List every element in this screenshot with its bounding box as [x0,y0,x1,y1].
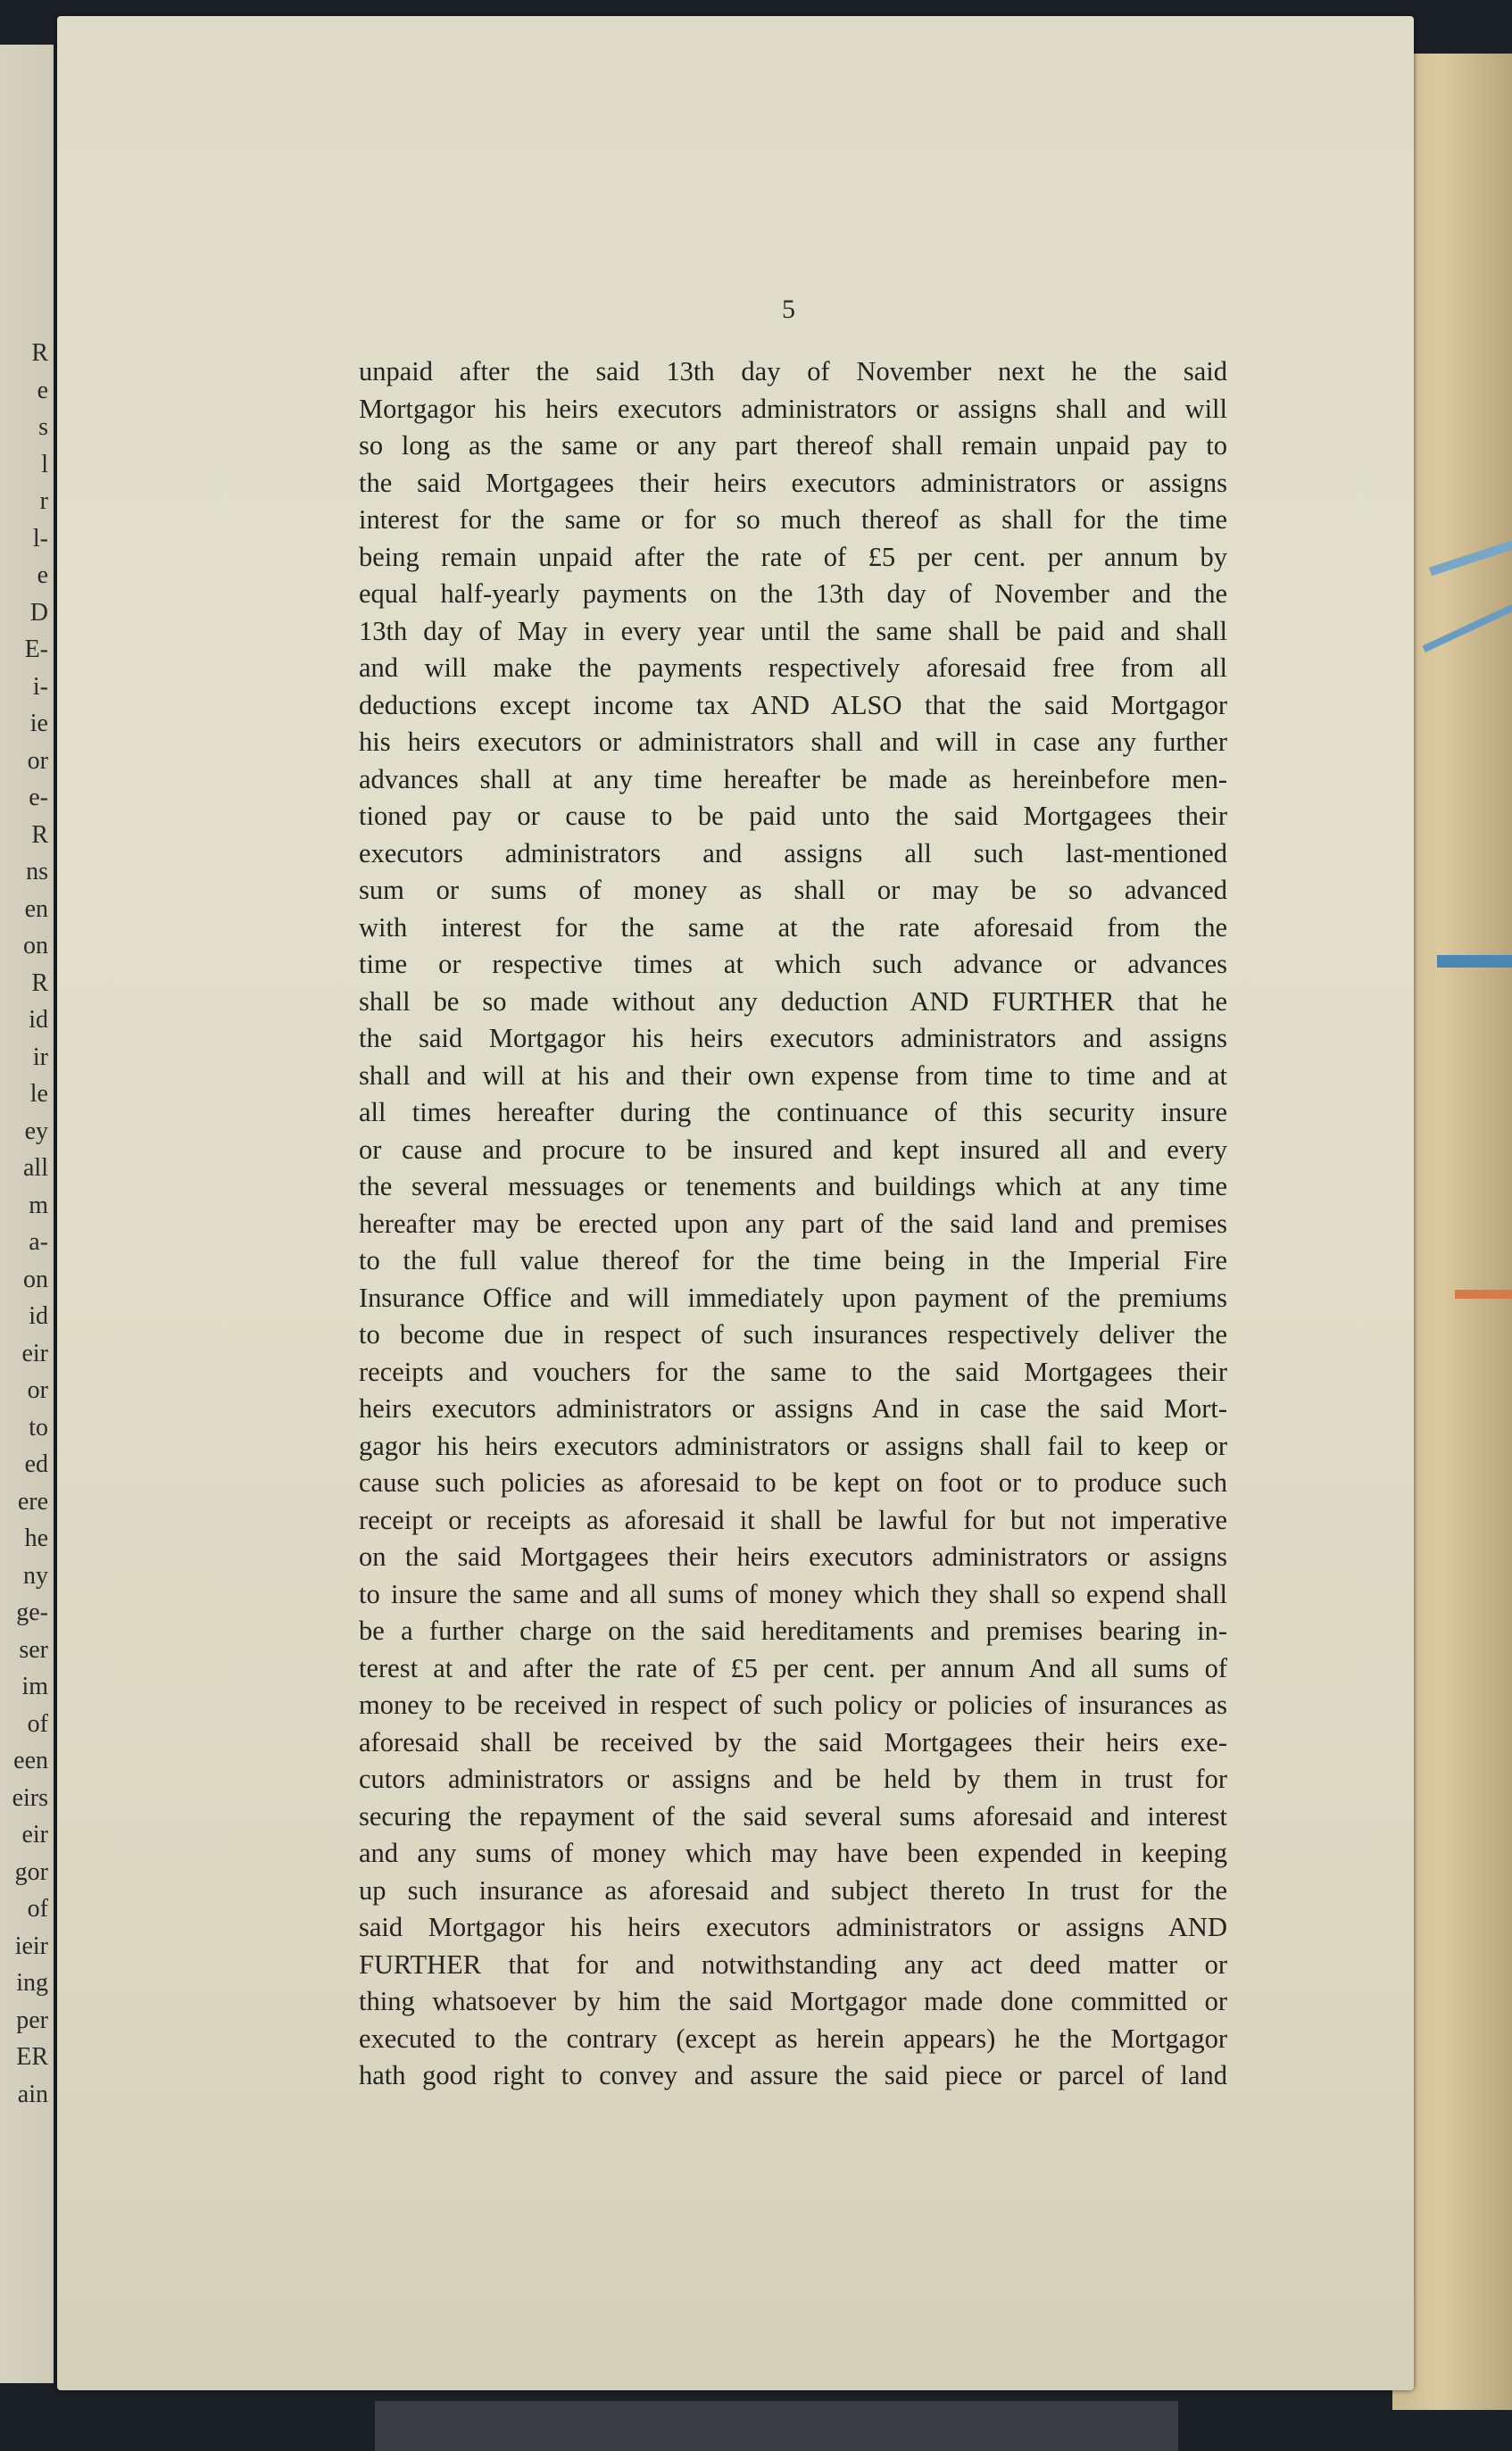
text-line: the said Mortgagees their heirs executors administrators or assigns [359,467,1227,498]
adjacent-page-fragment: R [31,820,48,849]
adjacent-page-fragment: ing [16,1969,48,1997]
adjacent-page-fragment: R [31,968,48,997]
text-line: on the said Mortgagees their heirs executors administrators or assigns [359,1541,1227,1572]
text-line: all times hereafter during the continuance of this security insure [359,1097,1227,1127]
text-line: aforesaid shall be received by the said Mortgagees their heirs exe- [359,1726,1227,1757]
adjacent-page-fragment: eir [21,1339,48,1367]
adjacent-page-fragment: or [27,746,48,775]
adjacent-page-fragment: ey [24,1117,48,1145]
text-line: hath good right to convey and assure the said piece or parcel of land [359,2060,1227,2090]
text-line: thing whatsoever by him the said Mortgagor made done committed or [359,1986,1227,2016]
adjacent-page-fragment: ed [24,1450,48,1478]
text-line: time or respective times at which such advance or advances [359,949,1227,979]
text-line: and will make the payments respectively aforesaid free from all [359,652,1227,683]
text-line: heirs executors administrators or assigns And in case the said Mort- [359,1393,1227,1424]
adjacent-page-fragment: ns [26,858,48,885]
adjacent-page-fragment: l- [32,524,48,553]
text-line: shall and will at his and their own expense from time to time and at [359,1059,1227,1091]
text-line: cutors administrators or assigns and be held by them in trust for [359,1764,1227,1794]
adjacent-page-fragment: ie [29,710,48,737]
adjacent-page-fragment: e [37,376,48,404]
adjacent-page-fragment: he [24,1525,48,1552]
adjacent-page-fragment: a- [29,1228,48,1256]
adjacent-page-fragment: ir [32,1043,48,1071]
scanner-edge [375,2401,1178,2451]
text-line: being remain unpaid after the rate of £5 per cent. per annum by [359,541,1227,572]
adjacent-page-fragment: or [27,1376,48,1404]
adjacent-page-fragment: i- [32,672,48,701]
text-line: to insure the same and all sums of money which they shall so expend shall [359,1578,1227,1609]
adjacent-page-fragment: l [41,450,48,478]
text-line: gagor his heirs executors administrators or assigns shall fail to keep or [359,1430,1227,1461]
adjacent-page-fragment: id [29,1302,48,1330]
adjacent-page-fragment: per [16,2006,48,2034]
adjacent-page-fragment: eir [21,1821,48,1849]
text-line: 13th day of May in every year until the same shall be paid and shall [359,615,1227,646]
text-line: Insurance Office and will immediately upon payment of the premiums [359,1282,1227,1313]
adjacent-page-fragment: ere [17,1487,48,1516]
text-line: deductions except income tax AND ALSO that the said Mortgagor [359,689,1227,720]
text-line: advances shall at any time hereafter be made as hereinbefore men- [359,763,1227,794]
text-line: cause such policies as aforesaid to be kept on foot or to produce such [359,1467,1227,1498]
adjacent-page-fragment: ieir [14,1932,48,1960]
adjacent-page-fragment: of [27,1709,48,1738]
adjacent-page-fragment: ER [16,2043,48,2071]
adjacent-page-fragment: m [29,1191,48,1219]
blue-ink-mark [1429,540,1512,576]
text-line: so long as the same or any part thereof shall remain unpaid pay to [359,430,1227,461]
text-line: FURTHER that for and notwithstanding any act deed matter or [359,1948,1227,1980]
text-line: said Mortgagor his heirs executors administrators or assigns AND [359,1912,1227,1942]
text-line: be a further charge on the said hereditaments and premises bearing in- [359,1616,1227,1646]
adjacent-page-fragment: e- [29,784,48,811]
text-line: receipts and vouchers for the same to the said Mortgagees their [359,1356,1227,1387]
adjacent-page-edge [0,45,54,2383]
adjacent-page-fragment: on [23,932,48,960]
text-line: money to be received in respect of such policy or policies of insurances as [359,1690,1227,1720]
body-text [359,353,1227,2095]
adjacent-page-fragment: on [23,1265,48,1293]
adjacent-page-fragment: een [13,1747,48,1774]
adjacent-page-fragment: ser [19,1635,48,1664]
text-line: securing the repayment of the said several sums aforesaid and interest [359,1800,1227,1832]
text-line: receipt or receipts as aforesaid it shall be lawful for but not imperative [359,1504,1227,1535]
adjacent-page-fragment: eirs [12,1783,48,1812]
text-line: to the full value thereof for the time being in the Imperial Fire [359,1245,1227,1275]
adjacent-page-fragment: ny [23,1561,48,1590]
adjacent-page-fragment: id [29,1006,48,1034]
blue-ink-mark [1437,955,1512,968]
text-line: to become due in respect of such insurances respectively deliver the [359,1319,1227,1350]
adjacent-page-fragment: ge- [16,1599,48,1626]
adjacent-page-fragment: en [24,894,48,923]
text-line: and any sums of money which may have been expended in keeping [359,1838,1227,1868]
text-line: executors administrators and assigns all such last-mentioned [359,837,1227,868]
adjacent-page-fragment: ain [17,2080,48,2108]
adjacent-page-fragment: R [31,339,48,367]
orange-ink-mark [1455,1290,1512,1299]
text-line: interest for the same or for so much thereof as shall for the time [359,504,1227,535]
text-line: shall be so made without any deduction AND FURTHER that he [359,985,1227,1017]
adjacent-page-fragment: e [37,561,48,589]
adjacent-page-fragment: D [29,598,48,627]
text-line: tioned pay or cause to be paid unto the said Mortgagees their [359,801,1227,831]
adjacent-page-fragment: to [29,1413,48,1442]
adjacent-page-fragment: of [27,1895,48,1923]
text-line: his heirs executors or administrators shall and will in case any further [359,727,1227,757]
adjacent-page-fragment: im [21,1673,48,1700]
page-number: 5 [782,295,795,324]
text-line: hereafter may be erected upon any part of the said land and premises [359,1208,1227,1239]
text-line: terest at and after the rate of £5 per cent. per annum And all sums of [359,1652,1227,1683]
text-line: with interest for the same at the rate aforesaid from the [359,911,1227,943]
adjacent-page-fragment: all [23,1154,48,1182]
text-line: or cause and procure to be insured and kept insured all and every [359,1134,1227,1165]
adjacent-page-fragment: le [29,1080,48,1108]
adjacent-page-fragment: s [38,413,48,441]
text-line: equal half-yearly payments on the 13th day of November and the [359,578,1227,609]
text-line: the said Mortgagor his heirs executors administrators and assigns [359,1023,1227,1053]
adjacent-page-fragment: gor [14,1857,48,1886]
text-line: Mortgagor his heirs executors administrators or assigns shall and will [359,393,1227,424]
text-line: the several messuages or tenements and buildings which at any time [359,1171,1227,1201]
text-line: executed to the contrary (except as herein appears) he the Mortgagor [359,2023,1227,2054]
text-line: unpaid after the said 13th day of November next he the said [359,356,1227,386]
adjacent-page-fragment: r [39,487,48,515]
adjacent-page-fragment: E- [24,636,48,663]
text-line: sum or sums of money as shall or may be so advanced [359,875,1227,905]
text-line: up such insurance as aforesaid and subject thereto In trust for the [359,1874,1227,1906]
blue-ink-mark [1422,604,1512,652]
